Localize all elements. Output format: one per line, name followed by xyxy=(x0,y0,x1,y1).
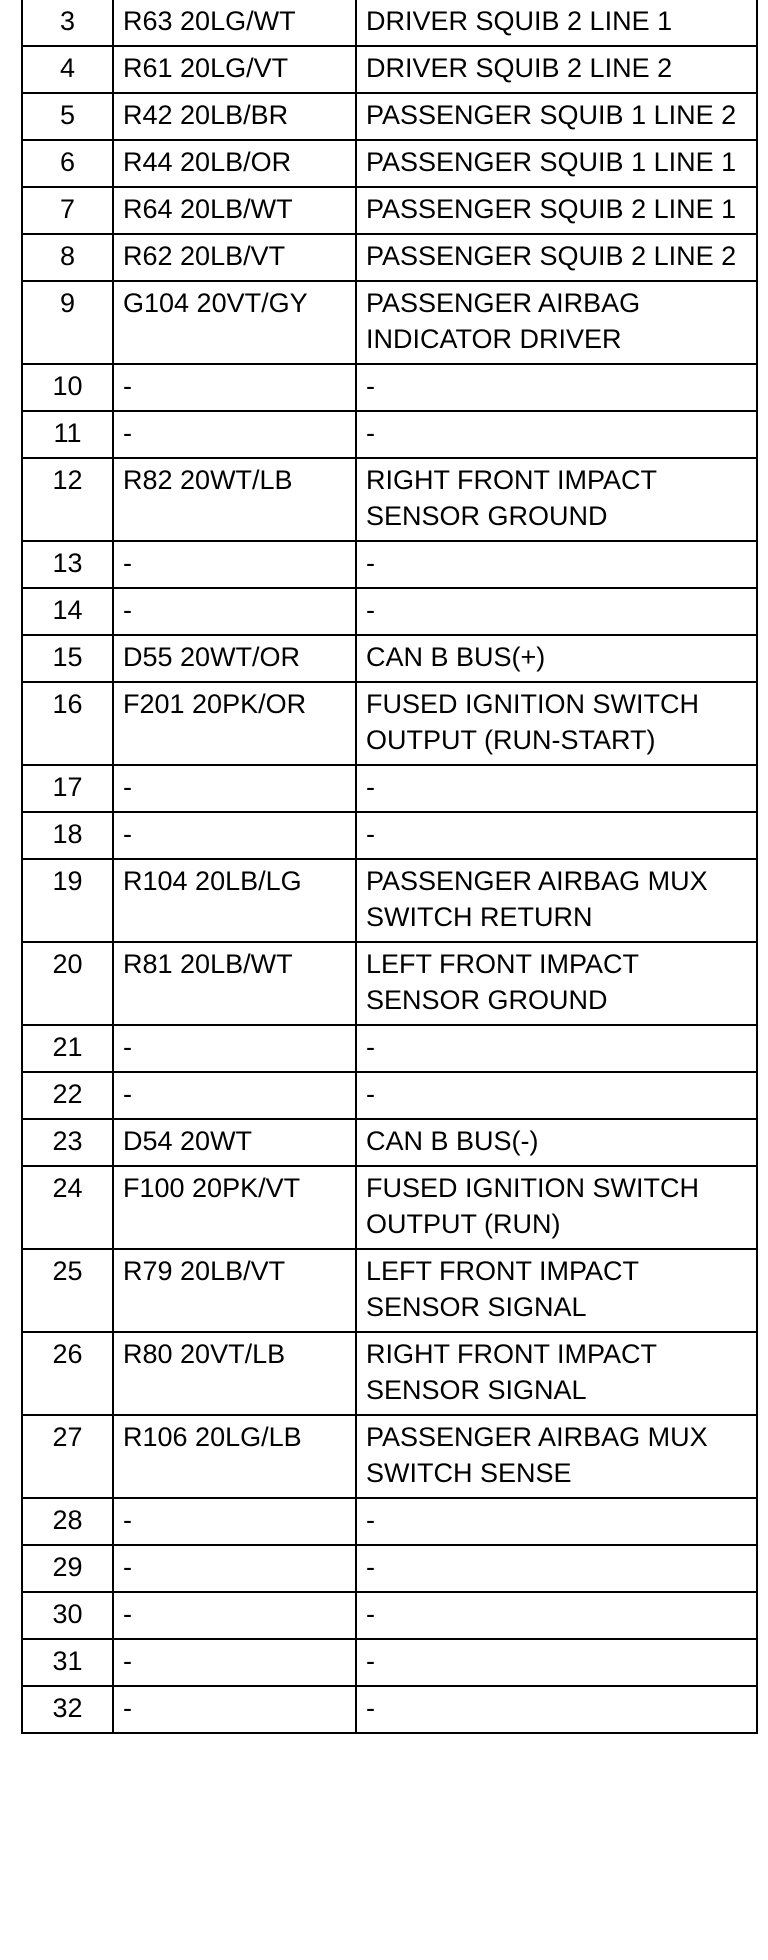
table-row xyxy=(22,588,757,635)
circuit-wire-code: R104 20LB/LG xyxy=(113,859,356,942)
circuit-function: PASSENGER SQUIB 2 LINE 2 xyxy=(356,234,757,281)
pinout-table-body xyxy=(22,0,757,1733)
cavity-number: 5 xyxy=(22,93,113,140)
table-row xyxy=(22,541,757,588)
circuit-function: CAN B BUS(+) xyxy=(356,635,757,682)
circuit-function: - xyxy=(356,1639,757,1686)
circuit-function: - xyxy=(356,1592,757,1639)
circuit-wire-code: R79 20LB/VT xyxy=(113,1249,356,1332)
circuit-wire-code: - xyxy=(113,1639,356,1686)
cavity-number: 32 xyxy=(22,1686,113,1733)
circuit-wire-code: - xyxy=(113,588,356,635)
circuit-wire-code: - xyxy=(113,1025,356,1072)
circuit-wire-code: R80 20VT/LB xyxy=(113,1332,356,1415)
circuit-wire-code: R82 20WT/LB xyxy=(113,458,356,541)
cavity-number: 25 xyxy=(22,1249,113,1332)
table-row xyxy=(22,140,757,187)
circuit-wire-code: R63 20LG/WT xyxy=(113,0,356,46)
circuit-wire-code: - xyxy=(113,1592,356,1639)
circuit-function: PASSENGER SQUIB 1 LINE 1 xyxy=(356,140,757,187)
cavity-number: 9 xyxy=(22,281,113,364)
table-row xyxy=(22,234,757,281)
circuit-function: - xyxy=(356,411,757,458)
cavity-number: 3 xyxy=(22,0,113,46)
cavity-number: 19 xyxy=(22,859,113,942)
circuit-wire-code: R62 20LB/VT xyxy=(113,234,356,281)
table-row xyxy=(22,1639,757,1686)
table-row xyxy=(22,411,757,458)
table-row xyxy=(22,942,757,1025)
circuit-wire-code: - xyxy=(113,812,356,859)
cavity-number: 31 xyxy=(22,1639,113,1686)
table-row xyxy=(22,1415,757,1498)
circuit-wire-code: R44 20LB/OR xyxy=(113,140,356,187)
table-row xyxy=(22,812,757,859)
table-row xyxy=(22,46,757,93)
table-row xyxy=(22,281,757,364)
circuit-wire-code: D55 20WT/OR xyxy=(113,635,356,682)
cavity-number: 7 xyxy=(22,187,113,234)
connector-pinout-table xyxy=(21,0,758,1734)
circuit-wire-code: - xyxy=(113,364,356,411)
cavity-number: 18 xyxy=(22,812,113,859)
circuit-function: - xyxy=(356,1072,757,1119)
cavity-number: 29 xyxy=(22,1545,113,1592)
circuit-function: - xyxy=(356,1686,757,1733)
connector-pinout-table-container xyxy=(21,0,758,1734)
circuit-wire-code: R61 20LG/VT xyxy=(113,46,356,93)
table-row xyxy=(22,1592,757,1639)
circuit-function: PASSENGER SQUIB 1 LINE 2 xyxy=(356,93,757,140)
table-row xyxy=(22,765,757,812)
circuit-function: LEFT FRONT IMPACT SENSOR GROUND xyxy=(356,942,757,1025)
cavity-number: 11 xyxy=(22,411,113,458)
table-row xyxy=(22,1166,757,1249)
circuit-function: PASSENGER SQUIB 2 LINE 1 xyxy=(356,187,757,234)
cavity-number: 17 xyxy=(22,765,113,812)
circuit-function: - xyxy=(356,812,757,859)
table-row xyxy=(22,1072,757,1119)
table-row xyxy=(22,0,757,46)
table-row xyxy=(22,458,757,541)
cavity-number: 6 xyxy=(22,140,113,187)
table-row xyxy=(22,1332,757,1415)
circuit-function: - xyxy=(356,1498,757,1545)
circuit-function: RIGHT FRONT IMPACT SENSOR SIGNAL xyxy=(356,1332,757,1415)
circuit-wire-code: R81 20LB/WT xyxy=(113,942,356,1025)
cavity-number: 13 xyxy=(22,541,113,588)
table-row xyxy=(22,1545,757,1592)
circuit-function: DRIVER SQUIB 2 LINE 1 xyxy=(356,0,757,46)
table-row xyxy=(22,1025,757,1072)
circuit-wire-code: - xyxy=(113,1545,356,1592)
table-row xyxy=(22,682,757,765)
circuit-wire-code: - xyxy=(113,1498,356,1545)
circuit-wire-code: - xyxy=(113,1686,356,1733)
cavity-number: 8 xyxy=(22,234,113,281)
circuit-function: CAN B BUS(-) xyxy=(356,1119,757,1166)
cavity-number: 15 xyxy=(22,635,113,682)
circuit-function: PASSENGER AIRBAG INDICATOR DRIVER xyxy=(356,281,757,364)
table-row xyxy=(22,859,757,942)
table-row xyxy=(22,1686,757,1733)
cavity-number: 27 xyxy=(22,1415,113,1498)
cavity-number: 28 xyxy=(22,1498,113,1545)
circuit-function: LEFT FRONT IMPACT SENSOR SIGNAL xyxy=(356,1249,757,1332)
cavity-number: 24 xyxy=(22,1166,113,1249)
circuit-function: - xyxy=(356,588,757,635)
circuit-function: RIGHT FRONT IMPACT SENSOR GROUND xyxy=(356,458,757,541)
table-row xyxy=(22,1498,757,1545)
cavity-number: 21 xyxy=(22,1025,113,1072)
circuit-function: FUSED IGNITION SWITCH OUTPUT (RUN) xyxy=(356,1166,757,1249)
circuit-function: DRIVER SQUIB 2 LINE 2 xyxy=(356,46,757,93)
table-row xyxy=(22,364,757,411)
circuit-function: FUSED IGNITION SWITCH OUTPUT (RUN-START) xyxy=(356,682,757,765)
table-row xyxy=(22,93,757,140)
circuit-function: - xyxy=(356,1025,757,1072)
circuit-wire-code: G104 20VT/GY xyxy=(113,281,356,364)
circuit-function: PASSENGER AIRBAG MUX SWITCH RETURN xyxy=(356,859,757,942)
table-row xyxy=(22,635,757,682)
circuit-wire-code: D54 20WT xyxy=(113,1119,356,1166)
cavity-number: 16 xyxy=(22,682,113,765)
circuit-wire-code: - xyxy=(113,765,356,812)
circuit-wire-code: - xyxy=(113,541,356,588)
cavity-number: 23 xyxy=(22,1119,113,1166)
circuit-wire-code: - xyxy=(113,411,356,458)
circuit-function: - xyxy=(356,541,757,588)
cavity-number: 20 xyxy=(22,942,113,1025)
circuit-function: - xyxy=(356,765,757,812)
cavity-number: 4 xyxy=(22,46,113,93)
cavity-number: 14 xyxy=(22,588,113,635)
table-row xyxy=(22,1119,757,1166)
table-row xyxy=(22,1249,757,1332)
cavity-number: 30 xyxy=(22,1592,113,1639)
circuit-wire-code: R64 20LB/WT xyxy=(113,187,356,234)
circuit-function: PASSENGER AIRBAG MUX SWITCH SENSE xyxy=(356,1415,757,1498)
circuit-wire-code: F100 20PK/VT xyxy=(113,1166,356,1249)
cavity-number: 12 xyxy=(22,458,113,541)
circuit-wire-code: R42 20LB/BR xyxy=(113,93,356,140)
circuit-wire-code: F201 20PK/OR xyxy=(113,682,356,765)
circuit-function: - xyxy=(356,1545,757,1592)
table-row xyxy=(22,187,757,234)
cavity-number: 22 xyxy=(22,1072,113,1119)
cavity-number: 10 xyxy=(22,364,113,411)
cavity-number: 26 xyxy=(22,1332,113,1415)
circuit-wire-code: R106 20LG/LB xyxy=(113,1415,356,1498)
circuit-function: - xyxy=(356,364,757,411)
circuit-wire-code: - xyxy=(113,1072,356,1119)
